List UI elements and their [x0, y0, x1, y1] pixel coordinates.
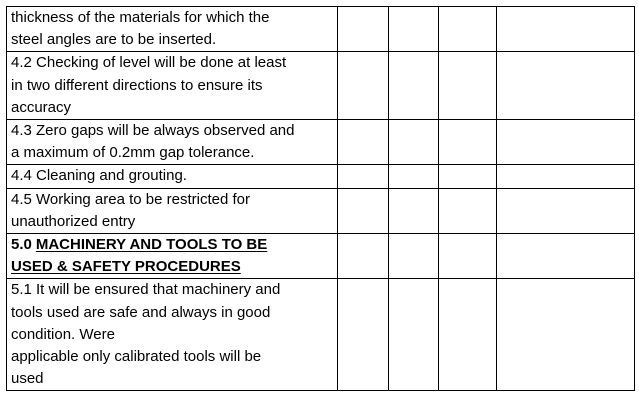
- section-heading-row: [7, 234, 635, 279]
- table-row: [7, 165, 635, 188]
- check-cell: [338, 7, 389, 52]
- table-row: [7, 279, 635, 391]
- table-row: [7, 188, 635, 233]
- remarks-cell: [497, 188, 635, 233]
- check-cell: [389, 7, 439, 52]
- item-text: thickness of the materials for which the steel angles are to be inserted.: [7, 7, 338, 52]
- section-title-line1: MACHINERY AND TOOLS TO BE: [35, 236, 268, 254]
- checklist-table: [6, 6, 635, 391]
- check-cell: [439, 234, 497, 279]
- item-text: 4.5 Working area to be restricted for unauthorized entry: [7, 188, 338, 233]
- table-row: [7, 120, 635, 165]
- check-cell: [439, 120, 497, 165]
- check-cell: [389, 52, 439, 120]
- check-cell: [389, 234, 439, 279]
- check-cell: [439, 279, 497, 391]
- remarks-cell: [497, 120, 635, 165]
- check-cell: [338, 188, 389, 233]
- remarks-cell: [497, 279, 635, 391]
- item-text: 4.4 Cleaning and grouting.: [7, 165, 338, 188]
- check-cell: [389, 165, 439, 188]
- check-cell: [338, 120, 389, 165]
- check-cell: [439, 188, 497, 233]
- item-text: 4.3 Zero gaps will be always observed and a maximum of 0.2mm gap tolerance.: [7, 120, 338, 165]
- check-cell: [338, 52, 389, 120]
- section-number: 5.0: [11, 236, 32, 254]
- check-cell: [389, 120, 439, 165]
- check-cell: [389, 279, 439, 391]
- check-cell: [338, 279, 389, 391]
- check-cell: [389, 188, 439, 233]
- check-cell: [338, 234, 389, 279]
- remarks-cell: [497, 165, 635, 188]
- remarks-cell: [497, 52, 635, 120]
- section-heading: [7, 234, 338, 279]
- check-cell: [338, 165, 389, 188]
- item-text: 5.1 It will be ensured that machinery and tools used are safe and always in good condition. Were applicable only calibrated tools will be used: [7, 279, 338, 391]
- check-cell: [439, 52, 497, 120]
- section-title-line2: USED & SAFETY PROCEDURES: [11, 258, 241, 276]
- table-row: [7, 52, 635, 120]
- item-text: 4.2 Checking of level will be done at least in two different directions to ensure its accuracy: [7, 52, 338, 120]
- check-cell: [439, 165, 497, 188]
- check-cell: [439, 7, 497, 52]
- table-row: [7, 7, 635, 52]
- remarks-cell: [497, 234, 635, 279]
- remarks-cell: [497, 7, 635, 52]
